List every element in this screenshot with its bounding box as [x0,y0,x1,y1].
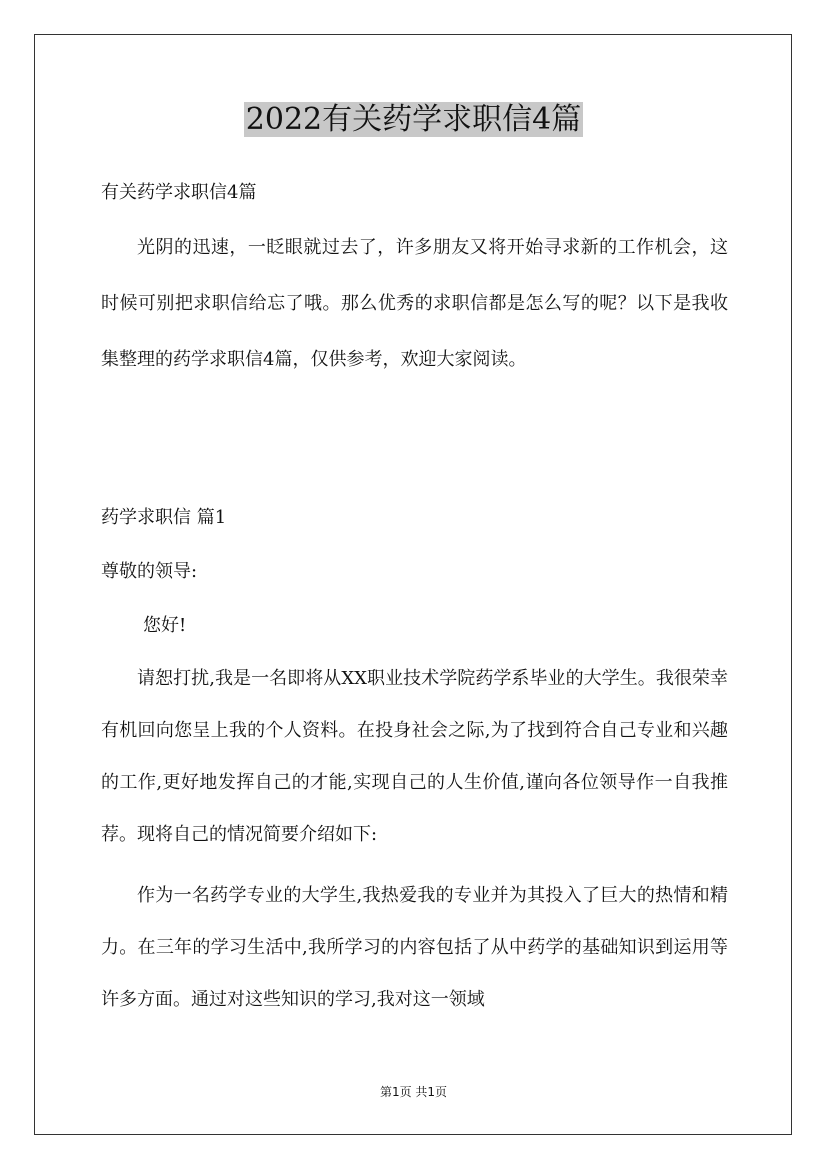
page-footer: 第1页 共1页 [379,1085,448,1099]
intro-paragraph: 光阴的迅速，一眨眼就过去了，许多朋友又将开始寻求新的工作机会，这时候可别把求职信给忘了哦。那么优秀的求职信都是怎么写的呢？以下是我收集整理的药学求职信4篇，仅供参考，欢迎大家阅读。 [101,237,728,370]
salutation: 尊敬的领导: [101,561,198,582]
document-subtitle: 有关药学求职信4篇 [101,182,257,203]
section-heading: 药学求职信 篇1 [101,507,227,528]
greeting: 您好! [143,615,187,636]
body-paragraph-1: 请恕打扰,我是一名即将从XX职业技术学院药学系毕业的大学生。我很荣幸有机回向您呈上我的个人资料。在投身社会之际,为了找到符合自己专业和兴趣的工作,更好地发挥自己的才能,实现自己的人生价值,谨向各位领导作一自我推荐。现将自己的情况简要介绍如下: [101,668,728,845]
document-title-text: 2022有关药学求职信4篇 [245,102,582,137]
body-paragraph-2: 作为一名药学专业的大学生,我热爱我的专业并为其投入了巨大的热情和精力。在三年的学习生活中,我所学习的内容包括了从中药学的基础知识到运用等许多方面。通过对这些知识的学习,我对这一领域 [101,885,728,1010]
document-title [0,100,827,140]
